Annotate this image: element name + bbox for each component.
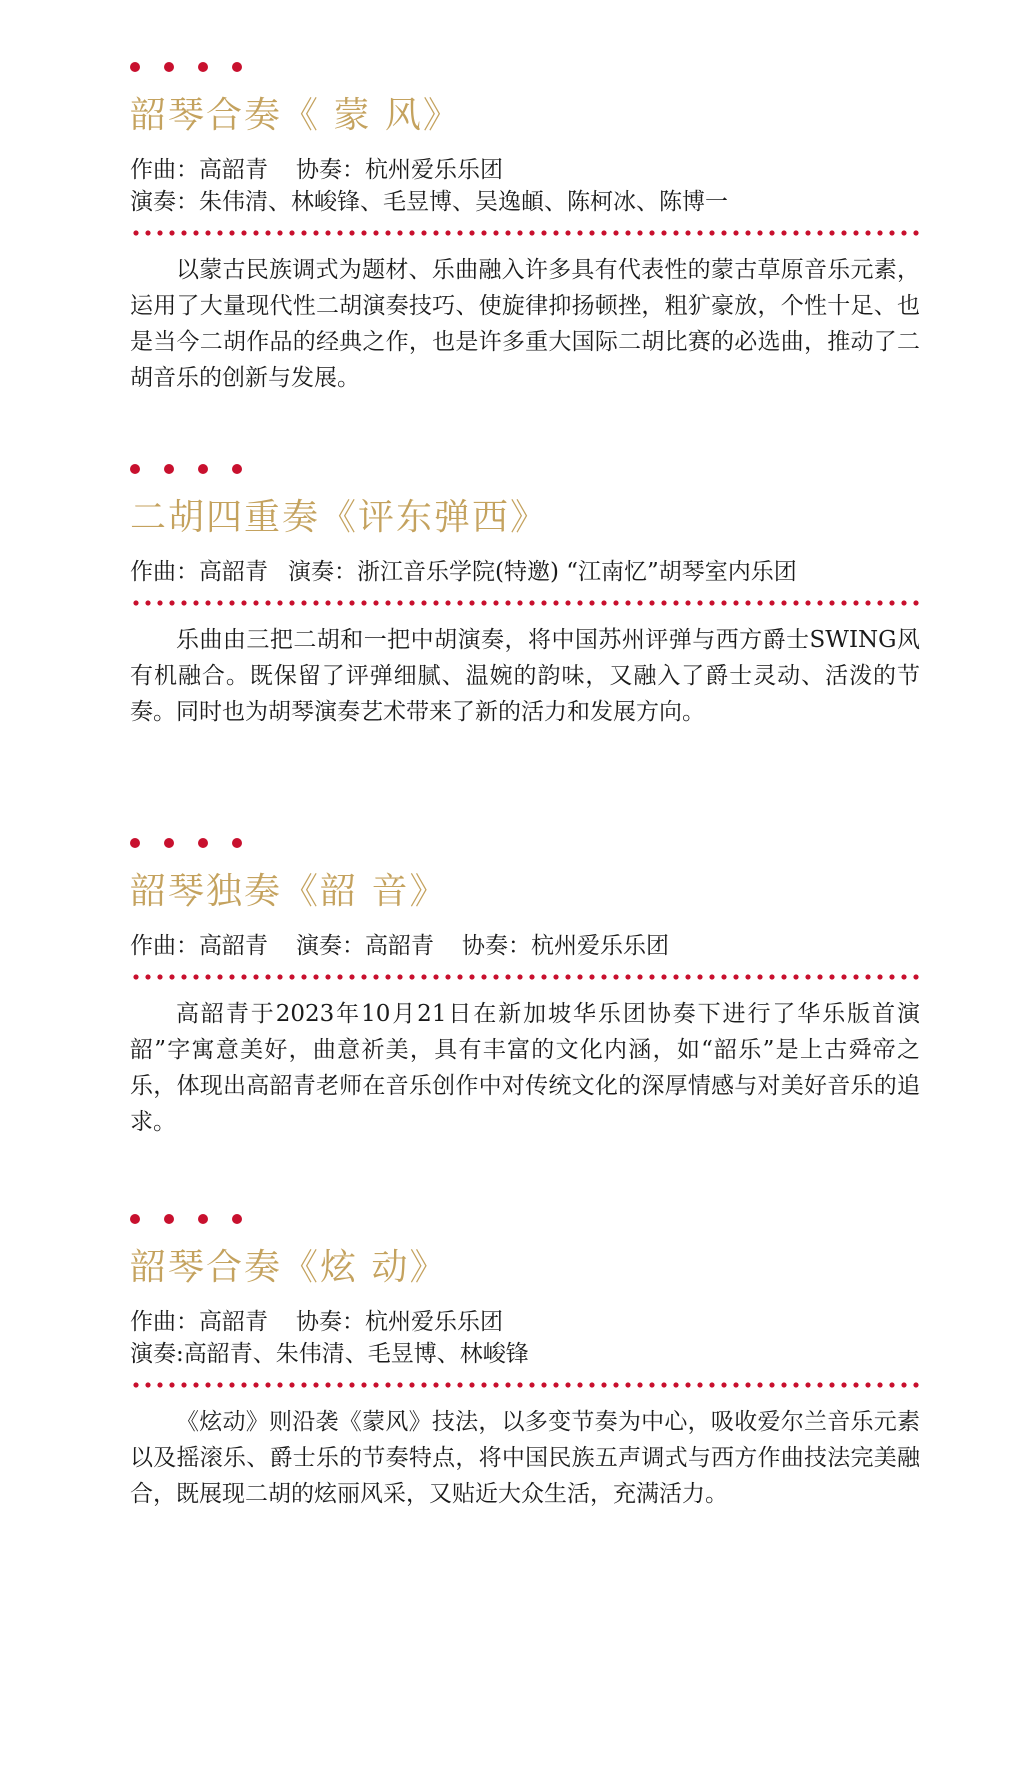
program-credits bbox=[130, 154, 920, 218]
dotted-divider bbox=[130, 600, 920, 606]
program-credits bbox=[130, 1306, 920, 1370]
section-marker bbox=[130, 62, 920, 72]
marker-dot bbox=[130, 838, 140, 848]
program-title: 韶琴合奏《 蒙 风》 bbox=[130, 95, 461, 136]
marker-dot bbox=[232, 62, 242, 72]
composer-credit: 作曲：高韶青 bbox=[130, 157, 268, 183]
accompaniment-credit: 协奏：杭州爱乐乐团 bbox=[296, 157, 503, 183]
program-title: 韶琴独奏《韶 音》 bbox=[130, 871, 448, 912]
program-title: 韶琴合奏《炫 动》 bbox=[130, 1247, 448, 1288]
program-credits bbox=[130, 930, 920, 962]
credits-line bbox=[130, 556, 920, 588]
accompaniment-credit: 协奏：杭州爱乐乐团 bbox=[462, 933, 669, 959]
marker-dot bbox=[164, 62, 174, 72]
program-section-3 bbox=[130, 838, 920, 1140]
section-marker bbox=[130, 838, 920, 848]
program-description: 乐曲由三把二胡和一把中胡演奏，将中国苏州评弹与西方爵士SWING风有机融合。既保留了评弹细腻、温婉的韵味，又融入了爵士灵动、活泼的节奏。同时也为胡琴演奏艺术带来了新的活力和发展方向。 bbox=[130, 627, 920, 725]
dotted-divider bbox=[130, 974, 920, 980]
section-marker bbox=[130, 1214, 920, 1224]
marker-dot bbox=[164, 464, 174, 474]
program-description: 《炫动》则沿袭《蒙风》技法，以多变节奏为中心，吸收爱尔兰音乐元素以及摇滚乐、爵士乐的节奏特点，将中国民族五声调式与西方作曲技法完美融合，既展现二胡的炫丽风采，又贴近大众生活，充满活力。 bbox=[130, 1409, 920, 1507]
marker-dot bbox=[198, 62, 208, 72]
marker-dot bbox=[130, 62, 140, 72]
marker-dot bbox=[130, 464, 140, 474]
program-description: 以蒙古民族调式为题材、乐曲融入许多具有代表性的蒙古草原音乐元素，运用了大量现代性二胡演奏技巧、使旋律抑扬顿挫，粗犷豪放，个性十足、也是当今二胡作品的经典之作，也是许多重大国际二胡比赛的必选曲，推动了二胡音乐的创新与发展。 bbox=[130, 257, 920, 391]
credits-line bbox=[130, 1338, 920, 1370]
credits-line bbox=[130, 930, 920, 962]
marker-dot bbox=[198, 838, 208, 848]
marker-dot bbox=[232, 838, 242, 848]
program-title: 二胡四重奏《评东弹西》 bbox=[130, 497, 549, 538]
performers-credit: 演奏:高韶青、朱伟清、毛昱博、林峻锋 bbox=[130, 1341, 529, 1367]
dotted-divider bbox=[130, 230, 920, 236]
marker-dot bbox=[232, 1214, 242, 1224]
program-description: 高韶青于2023年10月21日在新加坡华乐团协奏下进行了华乐版首演韶”字寓意美好，曲意祈美，具有丰富的文化内涵，如“韶乐”是上古舜帝之乐，体现出高韶青老师在音乐创作中对传统文化的深厚情感与对美好音乐的追求。 bbox=[130, 1001, 920, 1135]
credits-line bbox=[130, 1306, 920, 1338]
marker-dot bbox=[198, 464, 208, 474]
accompaniment-credit: 协奏：杭州爱乐乐团 bbox=[296, 1309, 503, 1335]
performer-credit: 演奏：高韶青 bbox=[296, 933, 434, 959]
marker-dot bbox=[130, 1214, 140, 1224]
program-credits bbox=[130, 556, 920, 588]
marker-dot bbox=[232, 464, 242, 474]
dotted-divider bbox=[130, 1382, 920, 1388]
performers-credit: 演奏：朱伟清、林峻锋、毛昱博、吴逸頔、陈柯冰、陈博一 bbox=[130, 189, 728, 215]
marker-dot bbox=[164, 838, 174, 848]
credits-line bbox=[130, 186, 920, 218]
composer-credit: 作曲：高韶青 bbox=[130, 559, 268, 585]
program-section-4 bbox=[130, 1214, 920, 1512]
composer-credit: 作曲：高韶青 bbox=[130, 1309, 268, 1335]
program-section-1 bbox=[130, 62, 920, 396]
marker-dot bbox=[164, 1214, 174, 1224]
composer-credit: 作曲：高韶青 bbox=[130, 933, 268, 959]
performers-credit: 演奏：浙江音乐学院(特邀) “江南忆”胡琴室内乐团 bbox=[288, 559, 797, 585]
program-section-2 bbox=[130, 464, 920, 730]
section-marker bbox=[130, 464, 920, 474]
credits-line bbox=[130, 154, 920, 186]
marker-dot bbox=[198, 1214, 208, 1224]
